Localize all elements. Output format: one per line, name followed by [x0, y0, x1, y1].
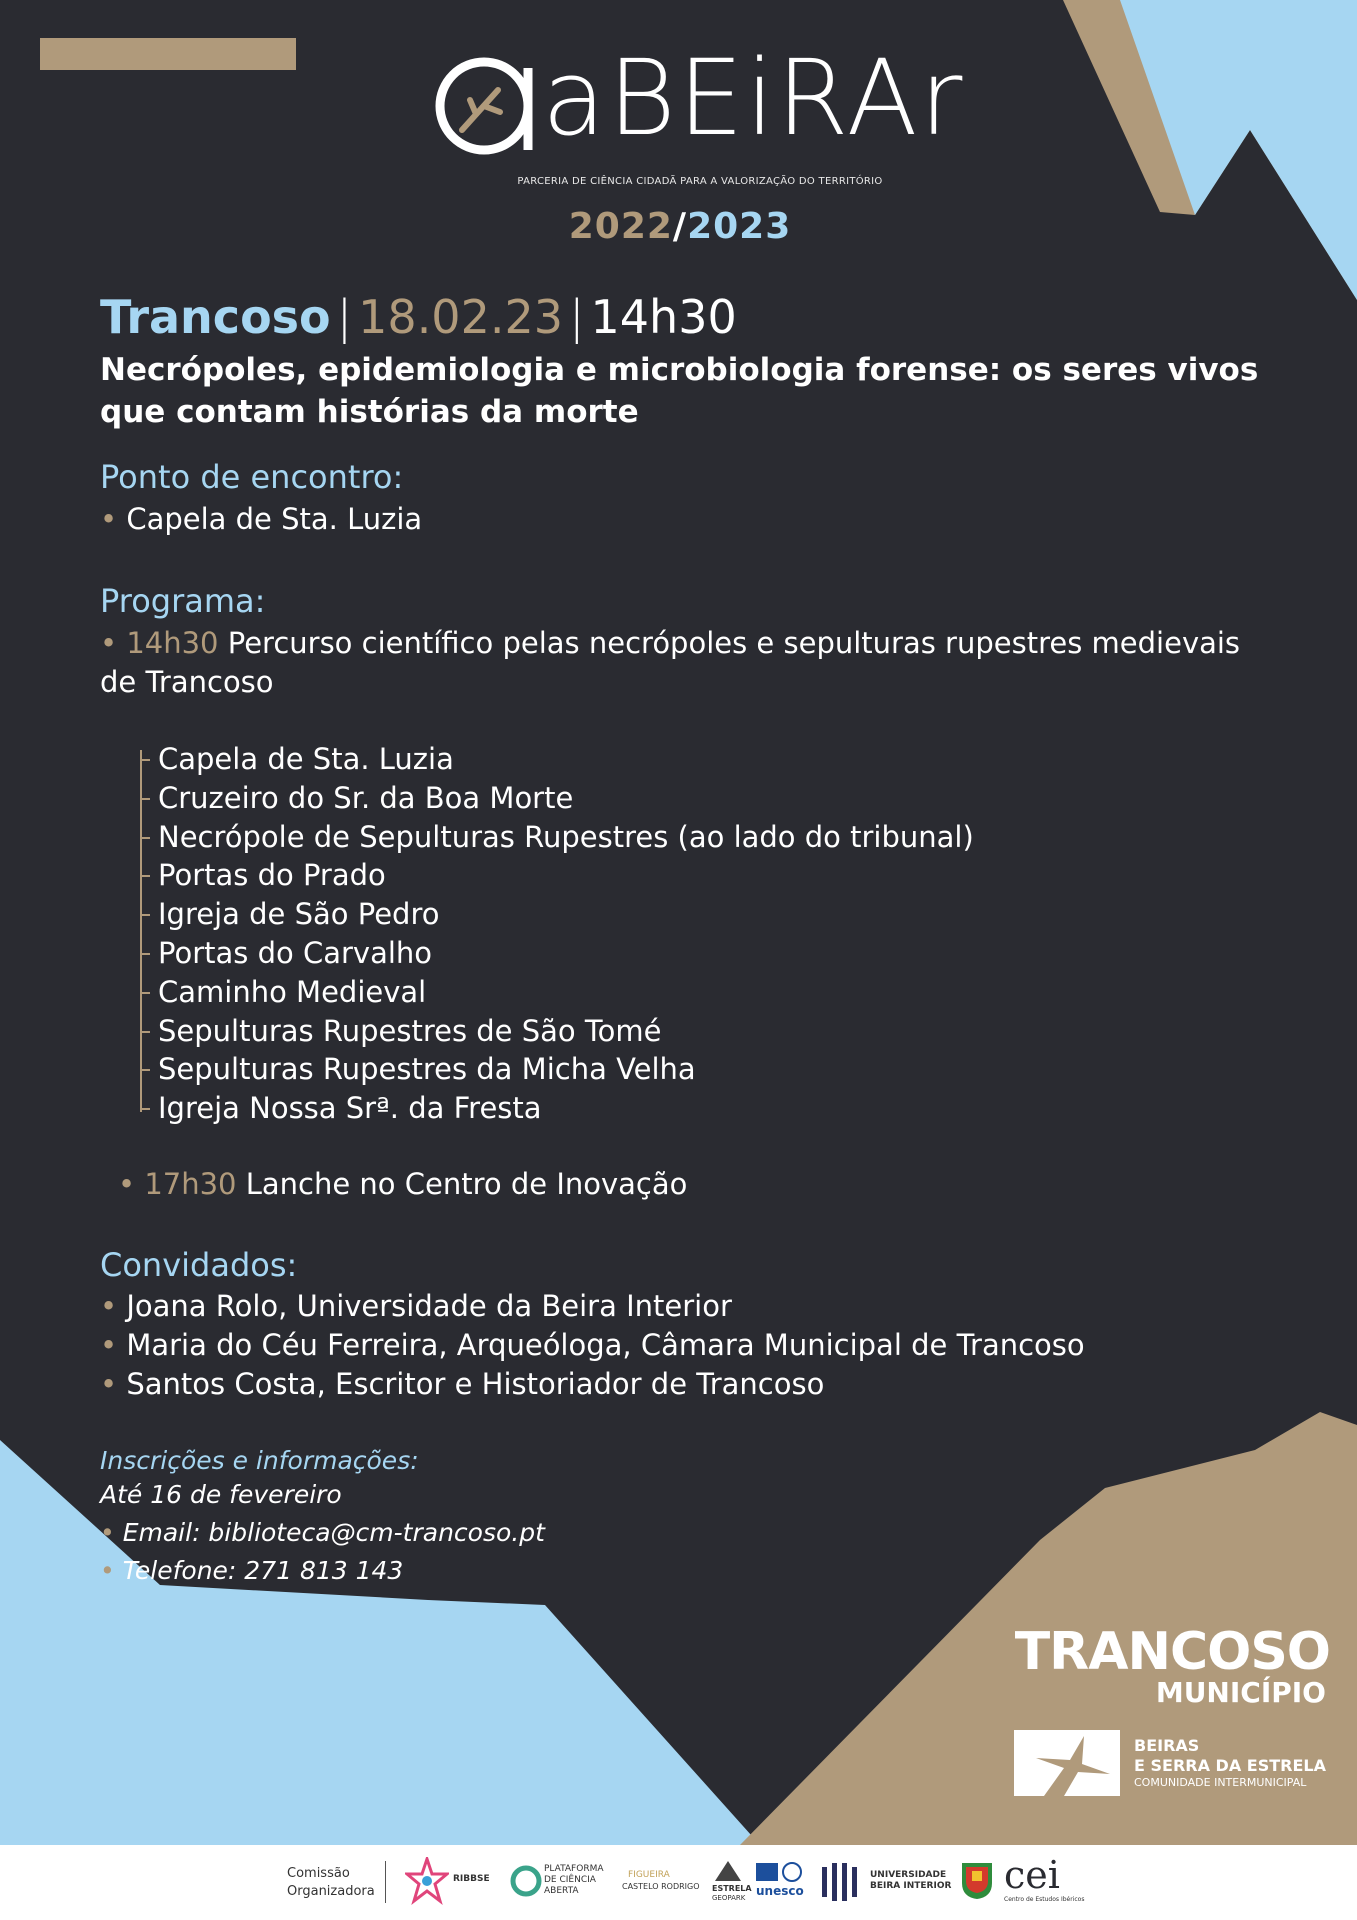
registration-email [100, 1518, 545, 1547]
guest-name: Santos Costa, Escritor e Historiador de Trancoso [126, 1367, 825, 1401]
route-stops-list [140, 740, 1040, 1128]
separator: | [336, 290, 353, 344]
guest-item [100, 1365, 824, 1404]
route-stop: Portas do Carvalho [140, 934, 1040, 973]
plataforma-line-3: ABERTA [544, 1886, 579, 1896]
bullet: • [100, 1367, 118, 1401]
figueira-line-2: CASTELO RODRIGO [622, 1882, 700, 1891]
registration-heading: Inscrições e informações: [100, 1446, 419, 1475]
unesco-text: unesco [756, 1884, 804, 1898]
comissao-line-1: Comissão [287, 1866, 350, 1881]
bullet: • [100, 626, 118, 660]
estrela-mountain-icon [713, 1857, 743, 1883]
plataforma-line-2: DE CIÊNCIA [544, 1875, 596, 1885]
meeting-place-text: Capela de Sta. Luzia [126, 502, 423, 536]
registration-deadline: Até 16 de fevereiro [100, 1480, 342, 1509]
ubi-line-1: UNIVERSIDADE [870, 1870, 947, 1880]
program-item-1 [100, 624, 1240, 663]
edition-year-start: 2022 [568, 206, 673, 247]
footer-divider [385, 1861, 386, 1903]
cei-subtitle: Centro de Estudos Ibéricos [1004, 1896, 1085, 1903]
plataforma-circle-icon [510, 1861, 542, 1901]
trancoso-municipio-logo [1010, 1622, 1330, 1709]
bullet: • [100, 1328, 118, 1362]
route-stop: Necrópole de Sepulturas Rupestres (ao lado do tribunal) [140, 818, 1040, 857]
guest-name: Maria do Céu Ferreira, Arqueóloga, Câmara Municipal de Trancoso [126, 1328, 1085, 1362]
beiras-line-3: COMUNIDADE INTERMUNICIPAL [1134, 1776, 1307, 1789]
route-stop: Igreja Nossa Srª. da Fresta [140, 1089, 1040, 1128]
program-item-1-text: Percurso científico pelas necrópoles e sepulturas rupestres medievais [227, 626, 1241, 660]
beiras-line-2: E SERRA DA ESTRELA [1134, 1756, 1326, 1775]
route-stop: Cruzeiro do Sr. da Boa Morte [140, 779, 1040, 818]
estrela-geopark-logo [710, 1857, 752, 1907]
comissao-line-2: Organizadora [287, 1884, 375, 1900]
event-time: 14h30 [590, 290, 737, 344]
organizing-committee-label [287, 1865, 375, 1901]
program-heading: Programa: [100, 582, 266, 620]
municipio-wordmark: MUNICÍPIO [1155, 1676, 1326, 1709]
route-stop: Igreja de São Pedro [140, 895, 1040, 934]
top-accent-bar [40, 38, 296, 70]
route-stop: Portas do Prado [140, 856, 1040, 895]
bullet: • [100, 1556, 115, 1585]
program-item-1-time: 14h30 [126, 626, 219, 660]
plataforma-line-1: PLATAFORMA [544, 1864, 604, 1874]
abeirar-logo [432, 37, 965, 159]
tagline: PARCERIA DE CIÊNCIA CIDADÃ PARA A VALORIZAÇÃO DO TERRITÓRIO [517, 176, 883, 187]
guest-item [100, 1326, 1085, 1365]
registration-email-text: Email: biblioteca@cm-trancoso.pt [122, 1518, 545, 1547]
route-stop: Sepulturas Rupestres de São Tomé [140, 1012, 1040, 1051]
event-header [100, 292, 737, 343]
trancoso-wordmark: TRANCOSO [1014, 1622, 1330, 1682]
ubi-logo [818, 1857, 952, 1907]
route-stop: Capela de Sta. Luzia [140, 740, 1040, 779]
cei-logo [1002, 1853, 1085, 1907]
registration-phone-text: Telefone: 271 813 143 [122, 1556, 404, 1585]
ribbse-text: RIBBSE [453, 1874, 490, 1884]
beiras-star-mark-icon [1014, 1730, 1120, 1796]
bullet: • [100, 1289, 118, 1323]
estrela-line-1: ESTRELA [712, 1884, 752, 1893]
beiras-line-1: BEIRAS [1134, 1736, 1200, 1755]
estrela-line-2: GEOPARK [712, 1894, 746, 1902]
program-item-2-text: Lanche no Centro de Inovação [245, 1167, 688, 1201]
abeirar-a-mark-icon [432, 38, 542, 158]
registration-phone [100, 1556, 403, 1585]
bullet: • [100, 502, 118, 536]
bullet: • [118, 1167, 136, 1201]
figueira-line-1: FIGUEIRA [628, 1870, 670, 1880]
unesco-temple-icon [754, 1861, 804, 1883]
program-item-1-continued: de Trancoso [100, 665, 274, 699]
trancoso-coat-of-arms-logo [960, 1857, 996, 1907]
program-item-2-time: 17h30 [144, 1167, 237, 1201]
edition-separator: / [672, 206, 688, 247]
guests-heading: Convidados: [100, 1246, 298, 1284]
beiras-serra-estrela-logo [1014, 1730, 1344, 1800]
route-stop: Caminho Medieval [140, 973, 1040, 1012]
logo-wordmark: aBEiRAr [542, 37, 965, 159]
event-date: 18.02.23 [358, 290, 563, 344]
event-title: Necrópoles, epidemiologia e microbiologia forense: os seres vivos que contam histórias da morte [100, 352, 1259, 430]
edition-year-end: 2023 [687, 206, 792, 247]
separator: | [569, 290, 585, 344]
guest-name: Joana Rolo, Universidade da Beira Interior [126, 1289, 732, 1323]
unesco-logo [752, 1857, 807, 1907]
plataforma-ciencia-aberta-logo [510, 1857, 615, 1907]
event-place: Trancoso [100, 290, 331, 344]
meeting-heading: Ponto de encontro: [100, 458, 404, 496]
partners-footer [0, 1845, 1357, 1920]
guest-item [100, 1287, 732, 1326]
coat-of-arms-icon [960, 1861, 994, 1901]
program-item-2 [118, 1165, 687, 1204]
route-stop: Sepulturas Rupestres da Micha Velha [140, 1050, 1040, 1089]
bullet: • [100, 1518, 115, 1547]
meeting-place [100, 500, 422, 539]
ubi-line-2: BEIRA INTERIOR [870, 1881, 952, 1891]
ribbse-star-icon [405, 1857, 449, 1905]
ubi-emblem-icon [818, 1859, 864, 1905]
ribbse-logo [405, 1857, 495, 1907]
cei-text: cei [1004, 1853, 1060, 1897]
figueira-castelo-rodrigo-logo [622, 1857, 700, 1907]
edition-year [430, 206, 930, 247]
